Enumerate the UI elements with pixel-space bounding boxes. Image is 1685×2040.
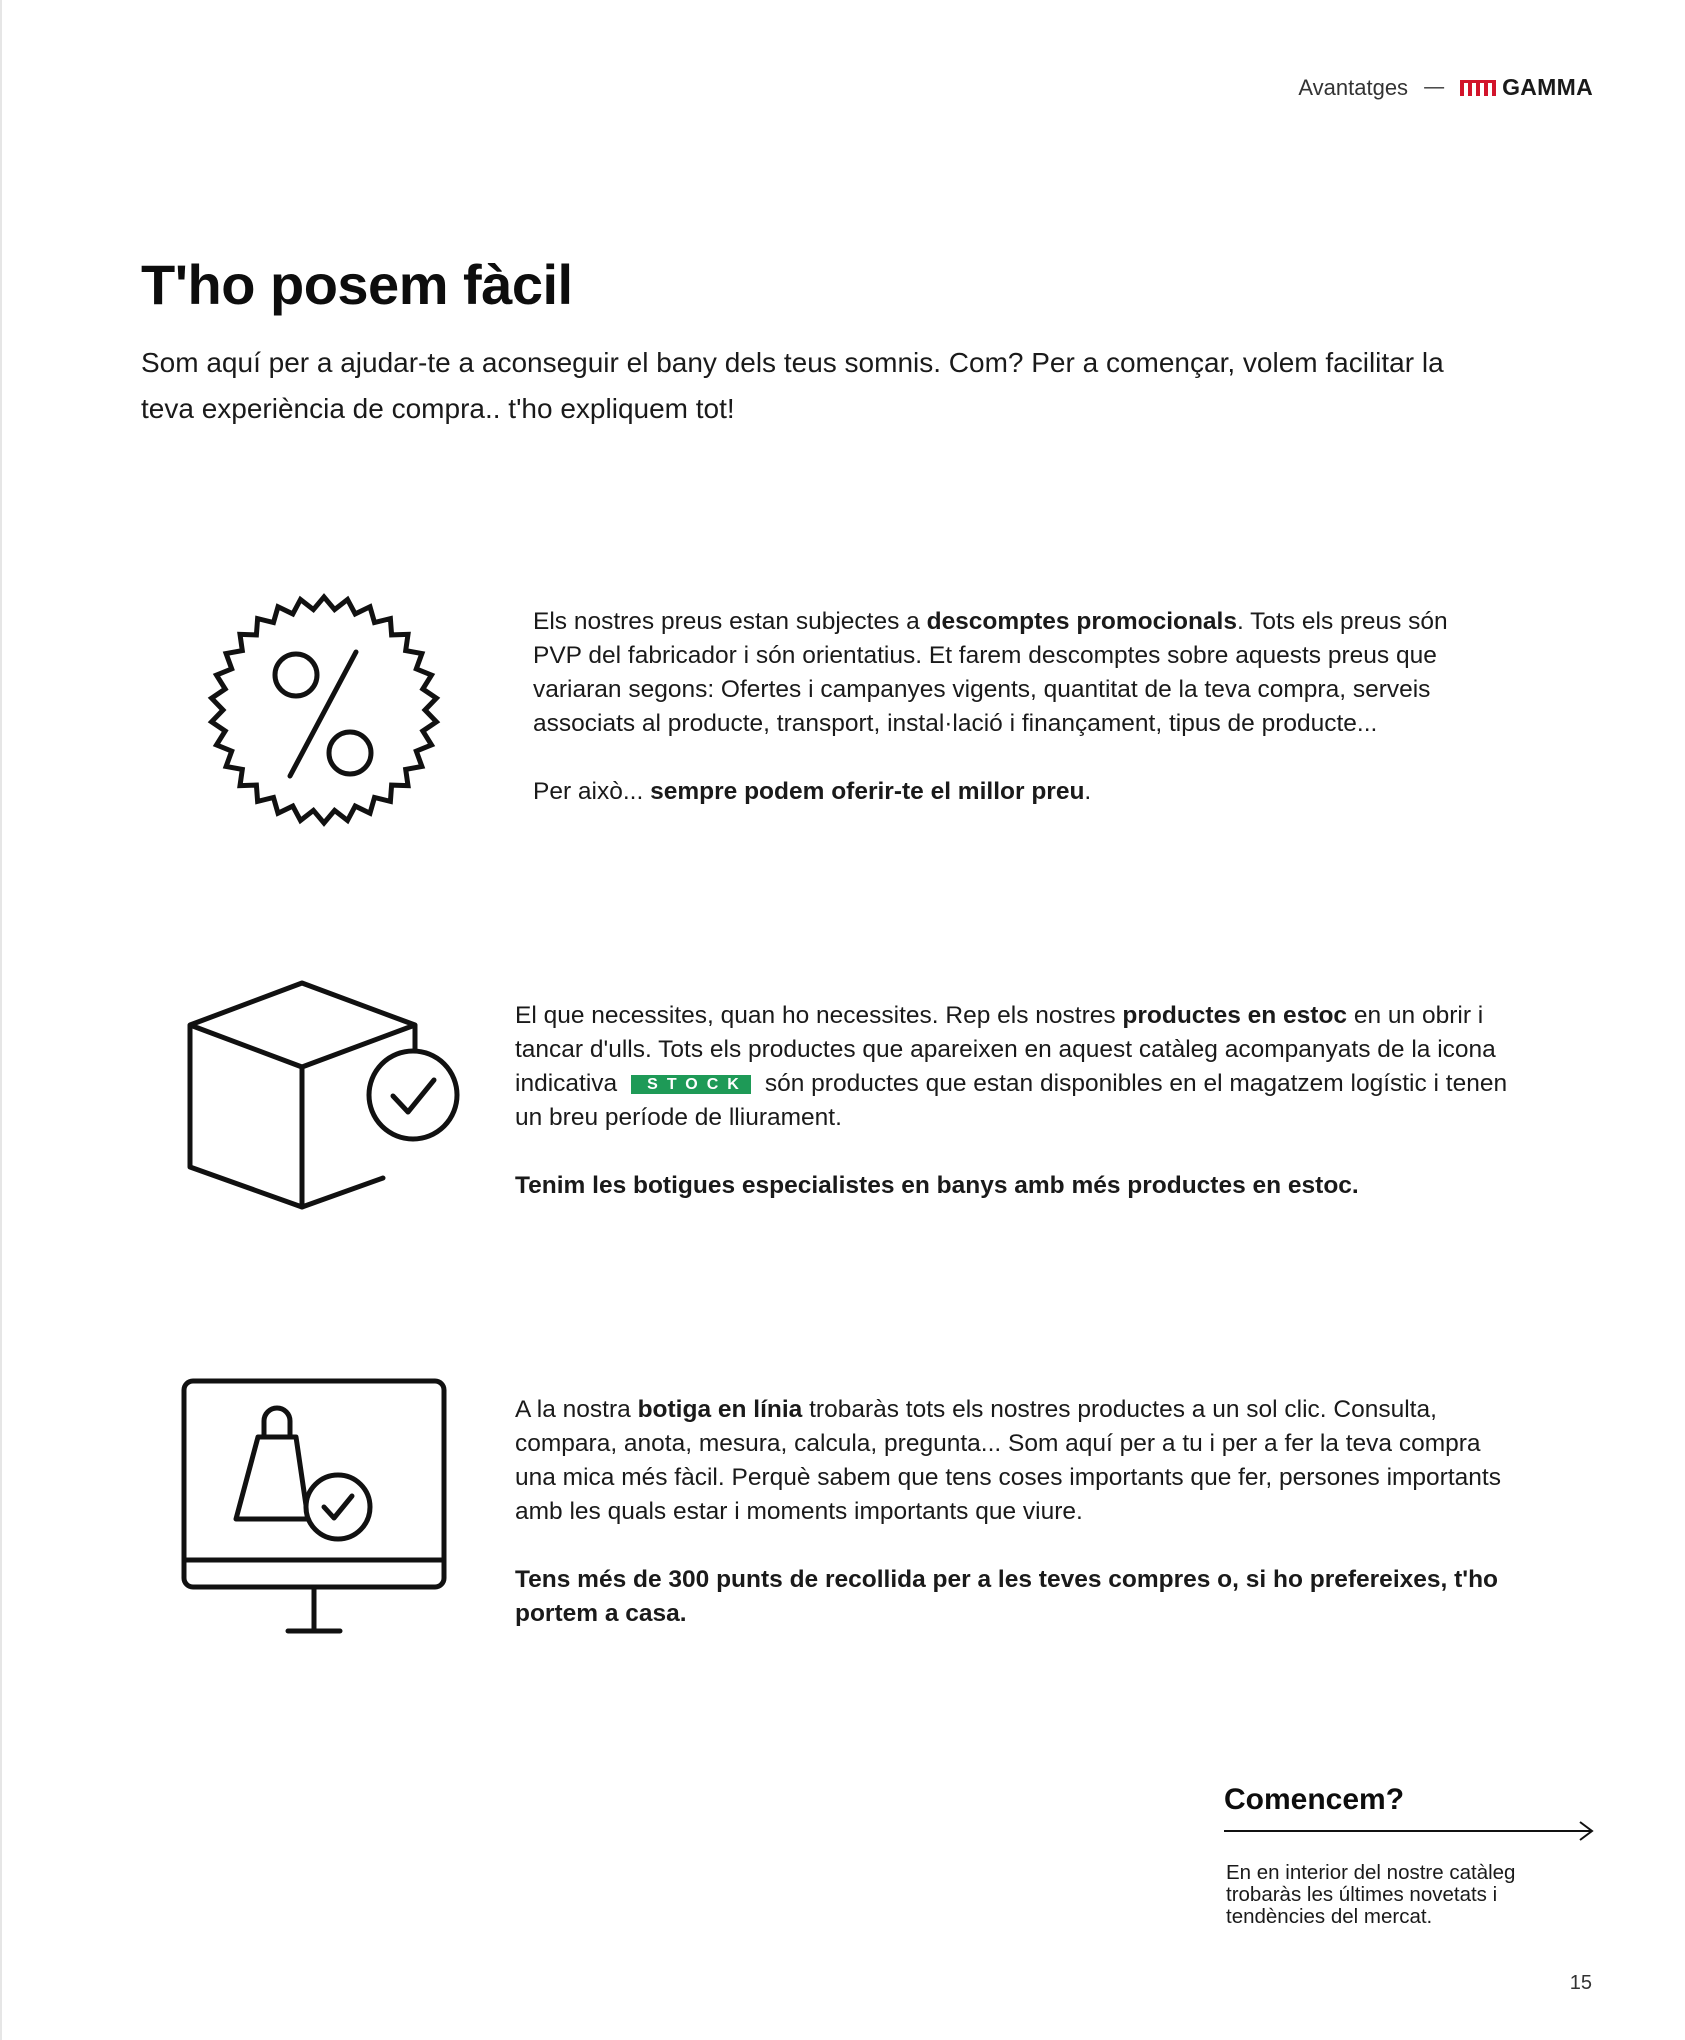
monitor-shopping-bag-icon — [178, 1375, 450, 1641]
stock-badge: STOCK — [631, 1075, 751, 1094]
page-number: 15 — [1569, 1972, 1592, 1994]
feature-online-store — [515, 1393, 1515, 1631]
feature-online-store-highlight: Tens més de 300 punts de recollida per a les teves compres o, si ho prefereixes, t'ho portem a casa. — [515, 1566, 1499, 1627]
brand-name: GAMMA — [1502, 74, 1593, 100]
page-title: T'ho posem fàcil — [141, 253, 573, 316]
page-edge — [0, 0, 2, 2040]
brand-mark-icon — [1460, 80, 1496, 96]
feature-discounts — [533, 605, 1493, 809]
header-separator: — — [1424, 76, 1445, 98]
percent-badge-icon — [204, 590, 444, 830]
feature-discounts-highlight: Per això... sempre podem oferir-te el millor preu. — [533, 778, 1092, 805]
brand-logo — [1460, 74, 1593, 101]
intro-text: Som aquí per a ajudar-te a aconseguir el bany dels teus somnis. Com? Per a començar, volem facilitar la teva experiència de compra.. t'ho expliquem tot! — [141, 347, 1444, 424]
cta-text: En en interior del nostre catàleg trobaràs les últimes novetats i tendències del mercat. — [1226, 1861, 1516, 1928]
arrow-right-icon — [1224, 1819, 1596, 1843]
feature-stock-body: El que necessites, quan ho necessites. Rep els nostres productes en estoc en un obrir i tancar d'ulls. Tots els productes que apareixen en aquest catàleg acompanyats de la icona indicativa STOCK són productes que estan disponibles en el magatzem logístic i tenen un breu període de lliurament. — [515, 1002, 1508, 1131]
feature-online-store-body: A la nostra botiga en línia trobaràs tots els nostres productes a un sol clic. Consulta, compara, anota, mesura, calcula, pregunta... Som aquí per a tu i per a fer la teva compra una mica més fàcil. Perquè sabem que tens coses importants que fer, persones importants amb les quals estar i moments importants que viure. — [515, 1396, 1501, 1525]
section-label: Avantatges — [1298, 74, 1409, 100]
feature-stock — [515, 999, 1515, 1203]
cta-title: Comencem? — [1224, 1783, 1405, 1816]
feature-stock-highlight: Tenim les botigues especialistes en banys amb més productes en estoc. — [515, 1172, 1359, 1199]
feature-discounts-body: Els nostres preus estan subjectes a descomptes promocionals. Tots els preus són PVP del fabricador i són orientatius. Et farem descomptes sobre aquests preus que variaran segons: Ofertes i campanyes vigents, quantitat de la teva compra, serveis associats al producte, transport, instal·lació i finançament, tipus de producte... — [533, 608, 1448, 737]
page-header — [1298, 74, 1593, 101]
box-check-icon — [180, 975, 470, 1215]
